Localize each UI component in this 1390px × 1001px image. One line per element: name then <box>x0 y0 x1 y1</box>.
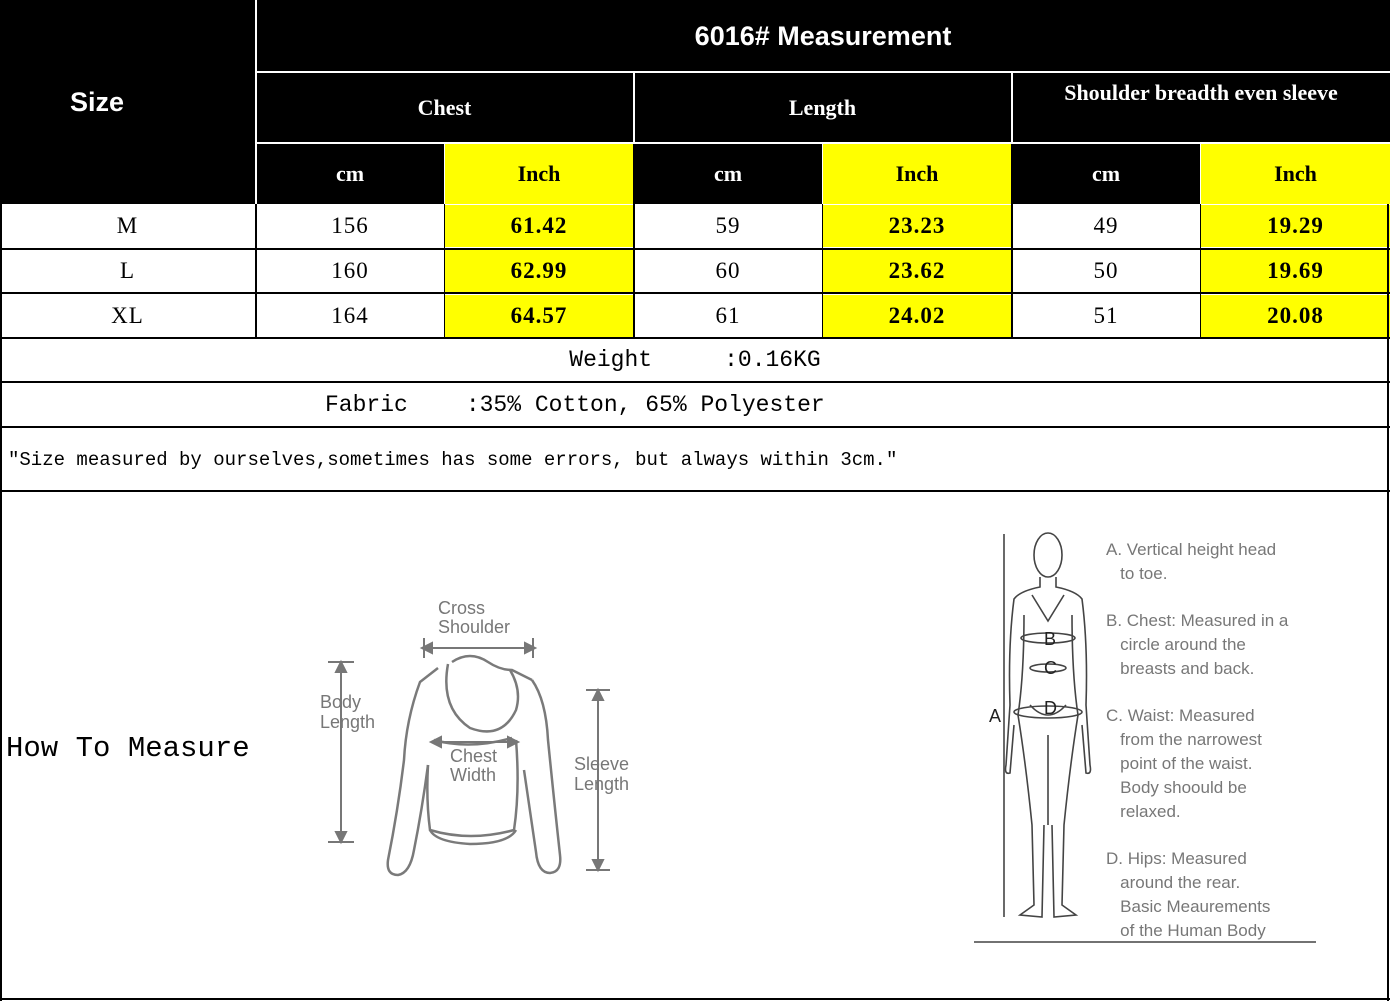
group-header-length-label: Length <box>788 94 857 120</box>
note-line: A. Vertical height head <box>1106 540 1277 559</box>
body-figure <box>1004 533 1091 917</box>
grid-line <box>0 292 1390 294</box>
unit-label: Inch <box>895 161 939 186</box>
value-label: 19.69 <box>1267 258 1324 283</box>
marker-a: A <box>989 706 1002 726</box>
value-label: 164 <box>331 303 369 328</box>
unit-cell <box>256 144 444 204</box>
marker-b: B <box>1044 629 1057 649</box>
size-cell <box>0 204 255 248</box>
unit-label: Inch <box>1274 161 1317 186</box>
header-divider <box>256 142 1390 144</box>
grid-line <box>0 490 1390 492</box>
unit-label: Inch <box>517 161 561 186</box>
chart-title-label: 6016# Measurement <box>694 20 952 51</box>
size-cell <box>0 249 255 293</box>
note-text: "Size measured by ourselves,sometimes has some errors, but always within 3cm." <box>8 448 898 471</box>
value-label: 24.02 <box>888 303 946 328</box>
unit-cell <box>634 144 822 204</box>
note-line: point of the waist. <box>1106 754 1253 773</box>
value-cell <box>634 294 822 338</box>
unit-cell <box>1012 144 1200 204</box>
value-label: 51 <box>1093 303 1119 328</box>
value-label: 61.42 <box>510 213 568 238</box>
value-label: 60 <box>715 258 741 283</box>
note-line: from the narrowest <box>1106 730 1262 749</box>
value-cell <box>634 249 822 293</box>
chart-title <box>256 0 1390 72</box>
value-cell <box>256 249 444 293</box>
cross-shoulder-label: Shoulder <box>438 617 511 637</box>
body-notes <box>1106 540 1289 940</box>
size-cell <box>0 294 255 338</box>
grid-line <box>633 204 635 338</box>
grid-line <box>0 248 1390 250</box>
note-line: C. Waist: Measured <box>1106 706 1255 725</box>
how-to-measure-heading <box>6 728 306 768</box>
header-divider <box>444 144 445 204</box>
value-label: 50 <box>1093 258 1119 283</box>
unit-label: cm <box>713 161 743 186</box>
weight-label: Weight <box>569 347 653 373</box>
value-label: 23.62 <box>888 258 946 283</box>
header-divider <box>1011 72 1013 144</box>
value-label: 64.57 <box>510 303 568 328</box>
header-divider <box>255 0 257 204</box>
grid-line <box>1011 204 1013 338</box>
header-divider <box>256 71 1390 73</box>
group-header-shoulder <box>1012 72 1390 143</box>
group-header-length <box>634 72 1011 143</box>
value-label: 160 <box>331 258 369 283</box>
note-line: of the Human Body <box>1106 921 1266 940</box>
weight-row <box>0 339 1390 381</box>
header-divider <box>633 72 635 144</box>
group-header-chest-label: Chest <box>417 94 472 120</box>
note-row <box>0 428 1390 491</box>
chest-width-label: Chest <box>450 746 498 766</box>
sleeve-length-label: Sleeve <box>574 754 630 774</box>
note-line: B. Chest: Measured in a <box>1106 611 1289 630</box>
body-length-label: Length <box>320 712 376 732</box>
unit-label: cm <box>1091 161 1121 186</box>
note-line: breasts and back. <box>1106 659 1255 678</box>
size-label: M <box>116 213 139 238</box>
value-cell <box>445 205 633 247</box>
value-cell <box>1201 250 1390 292</box>
group-header-chest <box>256 72 633 143</box>
value-label: 62.99 <box>510 258 568 283</box>
group-header-shoulder-label: Shoulder breadth even sleeve <box>1064 80 1338 105</box>
value-cell <box>1012 204 1200 248</box>
value-cell <box>823 205 1011 247</box>
border-left <box>0 204 2 1001</box>
cross-shoulder-label: Cross <box>438 598 486 618</box>
value-label: 59 <box>715 213 741 238</box>
size-label: L <box>119 258 136 283</box>
value-label: 61 <box>715 303 741 328</box>
note-line: Basic Meaurements <box>1106 897 1271 916</box>
value-cell <box>445 295 633 337</box>
value-cell <box>1201 205 1390 247</box>
value-cell <box>256 294 444 338</box>
weight-value: :0.16KG <box>724 347 821 373</box>
note-line: to toe. <box>1106 564 1168 583</box>
body-length-label: Body <box>320 692 362 712</box>
fabric-label: Fabric <box>325 391 408 418</box>
how-to-measure-label: How To Measure <box>6 731 250 765</box>
note-line: circle around the <box>1106 635 1246 654</box>
value-cell <box>634 204 822 248</box>
size-header-label: Size <box>70 86 125 117</box>
size-label: XL <box>111 303 144 328</box>
value-label: 156 <box>331 213 369 238</box>
value-cell <box>1201 295 1390 337</box>
value-label: 23.23 <box>888 213 946 238</box>
header-divider <box>1200 144 1201 204</box>
marker-c: C <box>1044 658 1057 678</box>
fabric-value: :35% Cotton, 65% Polyester <box>465 391 825 418</box>
grid-line <box>255 204 257 338</box>
note-line: around the rear. <box>1106 873 1241 892</box>
border-right <box>1387 204 1389 1001</box>
unit-cell <box>445 144 633 204</box>
value-cell <box>823 250 1011 292</box>
body-diagram <box>970 525 1330 950</box>
grid-line <box>1200 204 1201 338</box>
note-line: Body shoould be <box>1106 778 1247 797</box>
unit-label: cm <box>335 161 365 186</box>
value-label: 19.29 <box>1267 213 1324 238</box>
value-cell <box>823 295 1011 337</box>
value-label: 20.08 <box>1267 303 1324 328</box>
value-cell <box>1012 249 1200 293</box>
sleeve-length-label: Length <box>574 774 630 794</box>
value-label: 49 <box>1093 213 1119 238</box>
fabric-row <box>0 383 1390 426</box>
unit-cell <box>1201 144 1390 204</box>
note-line: relaxed. <box>1106 802 1181 821</box>
size-header <box>0 0 255 204</box>
chest-width-label: Width <box>450 765 497 785</box>
garment-diagram <box>310 590 650 890</box>
note-line: D. Hips: Measured <box>1106 849 1247 868</box>
value-cell <box>1012 294 1200 338</box>
value-cell <box>445 250 633 292</box>
unit-cell <box>823 144 1011 204</box>
value-cell <box>256 204 444 248</box>
marker-d: D <box>1044 698 1057 718</box>
header-divider <box>822 144 823 204</box>
grid-line <box>444 204 445 338</box>
grid-line <box>822 204 823 338</box>
border-bottom <box>0 998 1390 1000</box>
